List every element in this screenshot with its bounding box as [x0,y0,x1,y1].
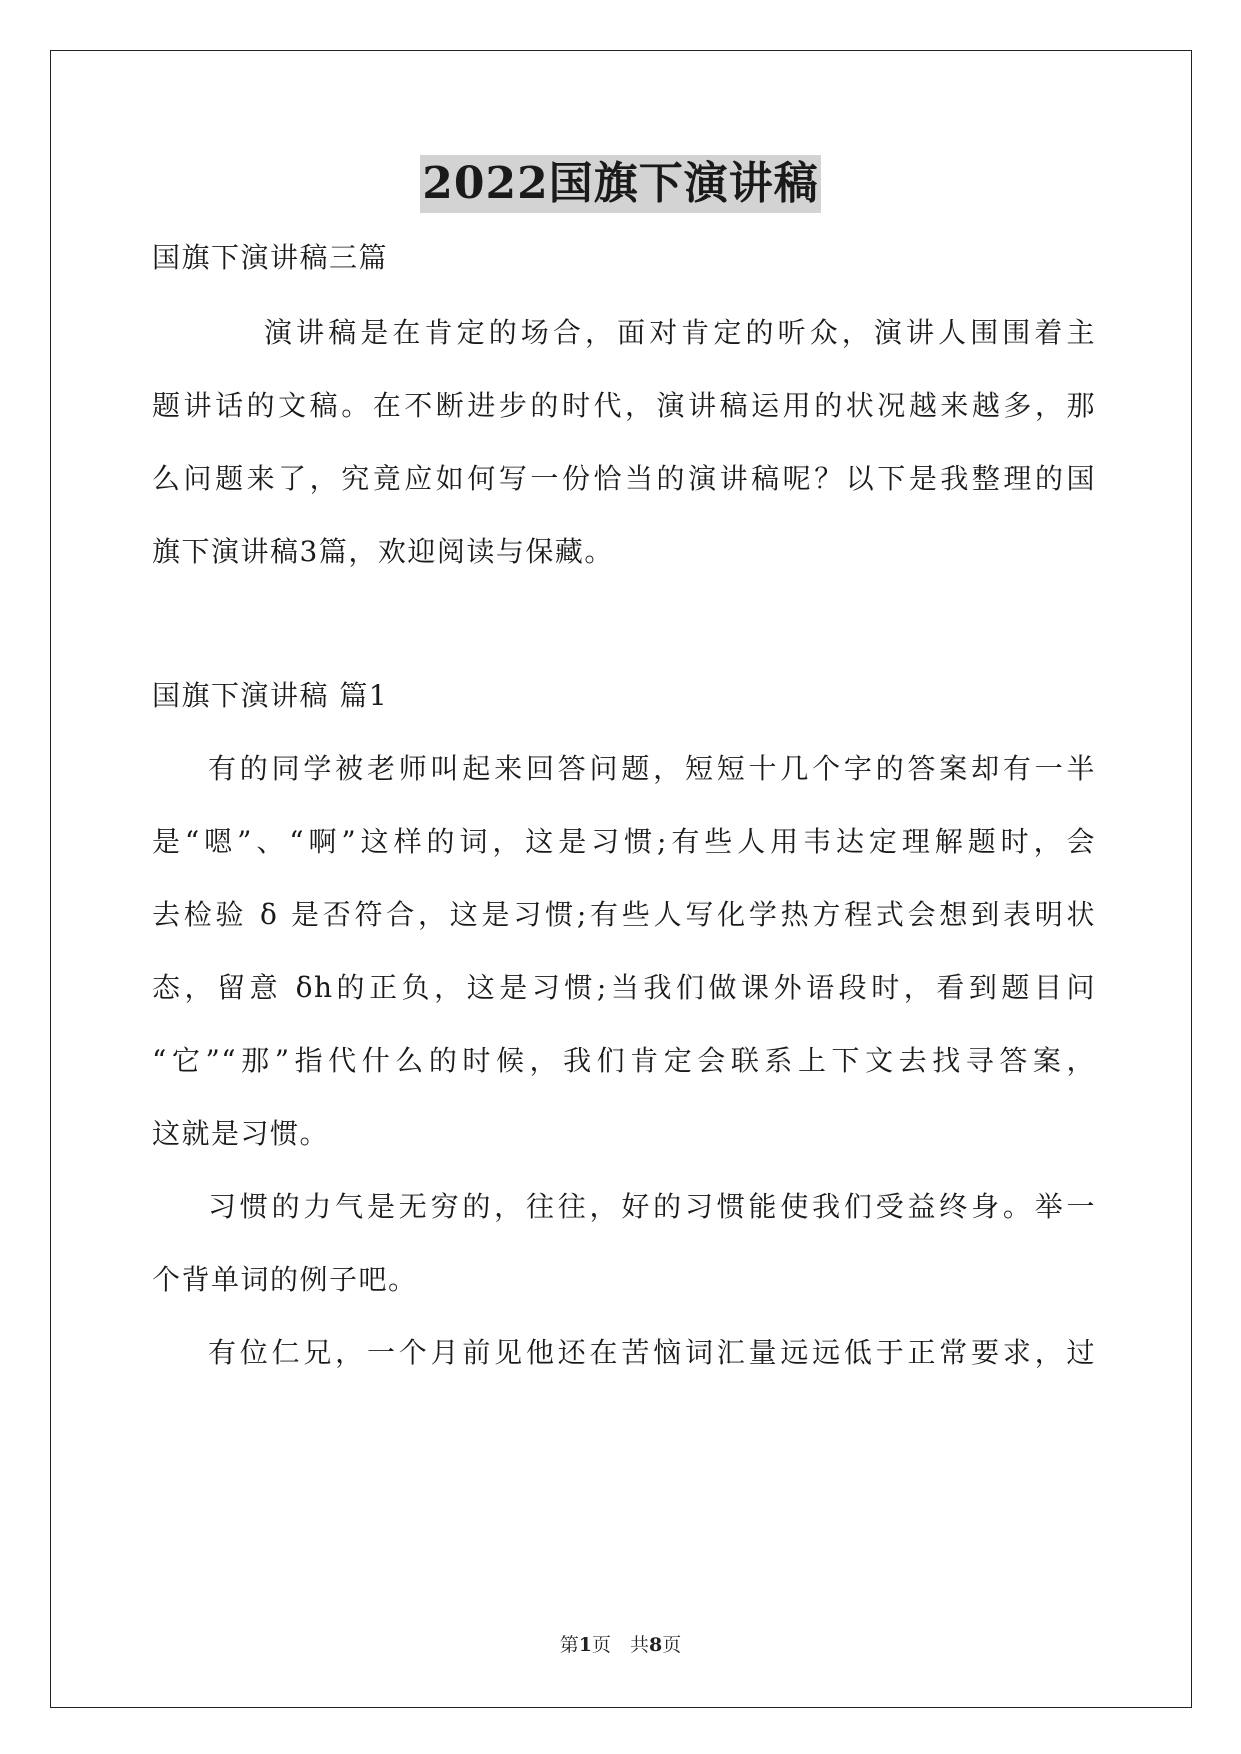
title-container [0,155,1241,213]
para1-line: “它”“那”指代什么的时候，我们肯定会联系上下文去找寻答案， [152,1044,1096,1077]
intro-line: 旗下演讲稿3篇，欢迎阅读与保藏。 [152,535,614,568]
para1-line: 态，留意 δh的正负，这是习惯;当我们做课外语段时，看到题目问 [152,971,1096,1004]
intro-line: 演讲稿是在肯定的场合，面对肯定的听众，演讲人围围着主 [264,316,1096,349]
footer-total-pages: 8 [649,1634,663,1656]
subtitle: 国旗下演讲稿三篇 [152,241,389,274]
page-border [50,50,1192,1708]
para1-line: 这就是习惯。 [152,1117,330,1150]
para1-line: 去检验 δ 是否符合，这是习惯;有些人写化学热方程式会想到表明状 [152,898,1096,931]
footer-prefix: 第 [559,1634,579,1656]
para2-line: 个背单词的例子吧。 [152,1263,418,1296]
footer-mid: 页 共 [591,1634,649,1656]
section-heading: 国旗下演讲稿 篇1 [152,679,389,712]
document-title: 2022国旗下演讲稿 [420,155,820,213]
page-footer [0,1630,1241,1657]
para3-line: 有位仁兄，一个月前见他还在苦恼词汇量远远低于正常要求，过 [208,1336,1096,1369]
footer-suffix: 页 [662,1634,682,1656]
intro-line: 题讲话的文稿。在不断进步的时代，演讲稿运用的状况越来越多，那 [152,389,1096,422]
intro-line: 么问题来了，究竟应如何写一份恰当的演讲稿呢？以下是我整理的国 [152,462,1096,495]
footer-page-number: 1 [578,1634,592,1656]
para1-line: 有的同学被老师叫起来回答问题，短短十几个字的答案却有一半 [208,752,1096,785]
para1-line: 是“嗯”、“啊”这样的词，这是习惯;有些人用韦达定理解题时，会 [152,825,1096,858]
para2-line: 习惯的力气是无穷的，往往，好的习惯能使我们受益终身。举一 [208,1190,1096,1223]
